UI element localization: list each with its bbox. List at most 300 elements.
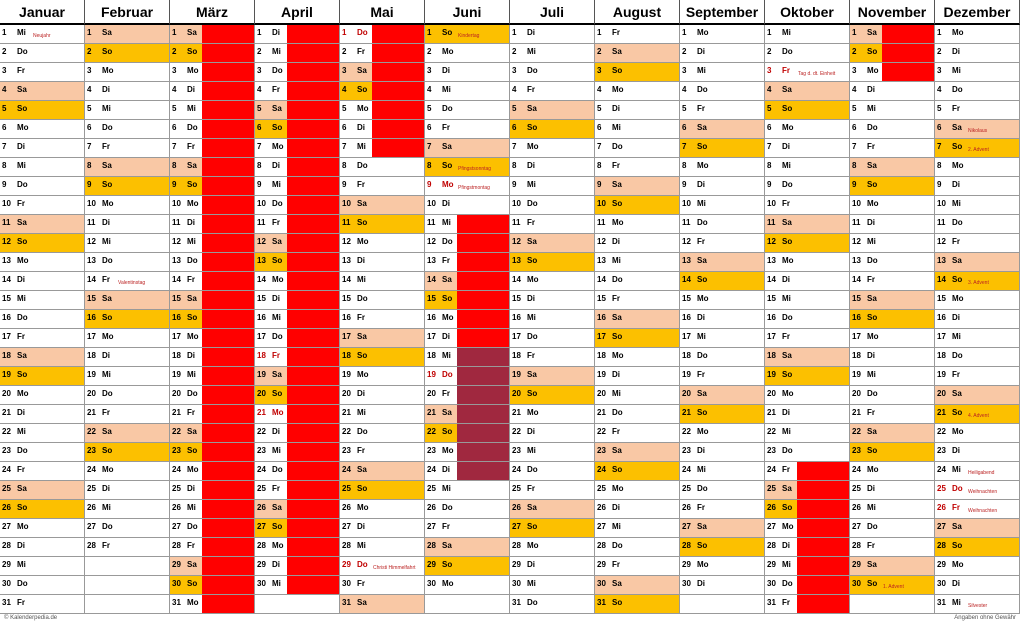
day-cell[interactable] bbox=[255, 348, 340, 367]
day-cell[interactable] bbox=[850, 177, 935, 196]
day-cell[interactable] bbox=[170, 443, 255, 462]
day-cell[interactable] bbox=[765, 500, 850, 519]
day-cell[interactable] bbox=[340, 367, 425, 386]
day-cell[interactable] bbox=[850, 234, 935, 253]
day-cell[interactable] bbox=[170, 158, 255, 177]
day-cell[interactable] bbox=[255, 462, 340, 481]
day-cell[interactable] bbox=[680, 120, 765, 139]
day-cell[interactable] bbox=[680, 386, 765, 405]
day-cell[interactable] bbox=[0, 538, 85, 557]
day-cell[interactable] bbox=[0, 215, 85, 234]
day-cell[interactable] bbox=[0, 82, 85, 101]
day-cell[interactable] bbox=[595, 158, 680, 177]
day-cell[interactable] bbox=[170, 177, 255, 196]
day-cell[interactable] bbox=[425, 462, 510, 481]
day-cell[interactable] bbox=[850, 481, 935, 500]
day-cell[interactable] bbox=[680, 310, 765, 329]
day-cell[interactable] bbox=[510, 63, 595, 82]
day-cell[interactable] bbox=[765, 367, 850, 386]
day-cell[interactable] bbox=[850, 82, 935, 101]
day-cell[interactable] bbox=[850, 576, 935, 595]
day-cell[interactable] bbox=[85, 63, 170, 82]
day-cell[interactable] bbox=[680, 576, 765, 595]
day-cell[interactable] bbox=[255, 139, 340, 158]
day-cell[interactable] bbox=[510, 367, 595, 386]
day-cell[interactable] bbox=[255, 158, 340, 177]
day-cell[interactable] bbox=[935, 386, 1020, 405]
day-cell[interactable] bbox=[170, 291, 255, 310]
day-cell[interactable] bbox=[850, 538, 935, 557]
day-cell[interactable] bbox=[765, 25, 850, 44]
day-cell[interactable] bbox=[595, 196, 680, 215]
day-cell[interactable] bbox=[510, 234, 595, 253]
day-cell[interactable] bbox=[850, 405, 935, 424]
day-cell[interactable] bbox=[680, 500, 765, 519]
day-cell[interactable] bbox=[510, 576, 595, 595]
day-cell[interactable] bbox=[340, 196, 425, 215]
day-cell[interactable] bbox=[595, 576, 680, 595]
day-cell[interactable] bbox=[935, 481, 1020, 500]
day-cell[interactable] bbox=[425, 101, 510, 120]
day-cell[interactable] bbox=[0, 234, 85, 253]
day-cell[interactable] bbox=[85, 386, 170, 405]
day-cell[interactable] bbox=[765, 82, 850, 101]
day-cell[interactable] bbox=[85, 44, 170, 63]
day-cell[interactable] bbox=[425, 158, 510, 177]
day-cell[interactable] bbox=[340, 329, 425, 348]
day-cell[interactable] bbox=[935, 101, 1020, 120]
day-cell[interactable] bbox=[680, 557, 765, 576]
day-cell[interactable] bbox=[680, 196, 765, 215]
day-cell[interactable] bbox=[595, 82, 680, 101]
day-cell[interactable] bbox=[170, 481, 255, 500]
day-cell[interactable] bbox=[340, 538, 425, 557]
day-cell[interactable] bbox=[0, 405, 85, 424]
day-cell[interactable] bbox=[170, 101, 255, 120]
day-cell[interactable] bbox=[510, 462, 595, 481]
day-cell[interactable] bbox=[595, 234, 680, 253]
day-cell[interactable] bbox=[0, 519, 85, 538]
day-cell[interactable] bbox=[595, 329, 680, 348]
day-cell[interactable] bbox=[425, 139, 510, 158]
day-cell[interactable] bbox=[765, 595, 850, 614]
day-cell[interactable] bbox=[425, 82, 510, 101]
day-cell[interactable] bbox=[935, 310, 1020, 329]
day-cell[interactable] bbox=[850, 329, 935, 348]
day-cell[interactable] bbox=[255, 101, 340, 120]
day-cell[interactable] bbox=[850, 519, 935, 538]
day-cell[interactable] bbox=[0, 120, 85, 139]
day-cell[interactable] bbox=[680, 25, 765, 44]
day-cell[interactable] bbox=[680, 538, 765, 557]
day-cell[interactable] bbox=[85, 405, 170, 424]
day-cell[interactable] bbox=[935, 196, 1020, 215]
day-cell[interactable] bbox=[85, 82, 170, 101]
day-cell[interactable] bbox=[765, 196, 850, 215]
day-cell[interactable] bbox=[680, 253, 765, 272]
day-cell[interactable] bbox=[850, 120, 935, 139]
day-cell[interactable] bbox=[170, 272, 255, 291]
day-cell[interactable] bbox=[340, 424, 425, 443]
day-cell[interactable] bbox=[680, 424, 765, 443]
day-cell[interactable] bbox=[255, 424, 340, 443]
day-cell[interactable] bbox=[850, 63, 935, 82]
day-cell[interactable] bbox=[765, 253, 850, 272]
day-cell[interactable] bbox=[595, 443, 680, 462]
day-cell[interactable] bbox=[850, 253, 935, 272]
day-cell[interactable] bbox=[765, 576, 850, 595]
day-cell[interactable] bbox=[170, 519, 255, 538]
day-cell[interactable] bbox=[850, 158, 935, 177]
day-cell[interactable] bbox=[0, 139, 85, 158]
day-cell[interactable] bbox=[595, 63, 680, 82]
day-cell[interactable] bbox=[340, 272, 425, 291]
day-cell[interactable] bbox=[0, 367, 85, 386]
day-cell[interactable] bbox=[850, 25, 935, 44]
day-cell[interactable] bbox=[170, 462, 255, 481]
day-cell[interactable] bbox=[85, 481, 170, 500]
day-cell[interactable] bbox=[765, 424, 850, 443]
day-cell[interactable] bbox=[510, 348, 595, 367]
day-cell[interactable] bbox=[765, 215, 850, 234]
day-cell[interactable] bbox=[850, 44, 935, 63]
day-cell[interactable] bbox=[85, 348, 170, 367]
day-cell[interactable] bbox=[0, 443, 85, 462]
day-cell[interactable] bbox=[850, 215, 935, 234]
day-cell[interactable] bbox=[255, 538, 340, 557]
day-cell[interactable] bbox=[340, 500, 425, 519]
day-cell[interactable] bbox=[595, 253, 680, 272]
day-cell[interactable] bbox=[425, 576, 510, 595]
day-cell[interactable] bbox=[935, 177, 1020, 196]
day-cell[interactable] bbox=[170, 595, 255, 614]
day-cell[interactable] bbox=[0, 177, 85, 196]
day-cell[interactable] bbox=[935, 234, 1020, 253]
day-cell[interactable] bbox=[680, 158, 765, 177]
day-cell[interactable] bbox=[340, 462, 425, 481]
day-cell[interactable] bbox=[765, 291, 850, 310]
day-cell[interactable] bbox=[85, 158, 170, 177]
day-cell[interactable] bbox=[850, 443, 935, 462]
day-cell[interactable] bbox=[170, 576, 255, 595]
day-cell[interactable] bbox=[935, 500, 1020, 519]
day-cell[interactable] bbox=[255, 120, 340, 139]
day-cell[interactable] bbox=[0, 386, 85, 405]
day-cell[interactable] bbox=[255, 177, 340, 196]
day-cell[interactable] bbox=[935, 329, 1020, 348]
day-cell[interactable] bbox=[340, 44, 425, 63]
day-cell[interactable] bbox=[85, 101, 170, 120]
day-cell[interactable] bbox=[255, 291, 340, 310]
day-cell[interactable] bbox=[935, 158, 1020, 177]
day-cell[interactable] bbox=[425, 405, 510, 424]
day-cell[interactable] bbox=[595, 386, 680, 405]
day-cell[interactable] bbox=[680, 481, 765, 500]
day-cell[interactable] bbox=[340, 120, 425, 139]
day-cell[interactable] bbox=[850, 310, 935, 329]
day-cell[interactable] bbox=[340, 519, 425, 538]
day-cell[interactable] bbox=[0, 462, 85, 481]
day-cell[interactable] bbox=[255, 443, 340, 462]
day-cell[interactable] bbox=[425, 25, 510, 44]
day-cell[interactable] bbox=[935, 63, 1020, 82]
day-cell[interactable] bbox=[935, 348, 1020, 367]
day-cell[interactable] bbox=[340, 82, 425, 101]
day-cell[interactable] bbox=[510, 500, 595, 519]
day-cell[interactable] bbox=[170, 44, 255, 63]
day-cell[interactable] bbox=[510, 405, 595, 424]
day-cell[interactable] bbox=[255, 272, 340, 291]
day-cell[interactable] bbox=[510, 196, 595, 215]
day-cell[interactable] bbox=[170, 538, 255, 557]
day-cell[interactable] bbox=[680, 329, 765, 348]
day-cell[interactable] bbox=[765, 386, 850, 405]
day-cell[interactable] bbox=[935, 44, 1020, 63]
day-cell[interactable] bbox=[595, 101, 680, 120]
day-cell[interactable] bbox=[340, 253, 425, 272]
day-cell[interactable] bbox=[255, 63, 340, 82]
day-cell[interactable] bbox=[510, 215, 595, 234]
day-cell[interactable] bbox=[85, 253, 170, 272]
day-cell[interactable] bbox=[680, 215, 765, 234]
day-cell[interactable] bbox=[170, 82, 255, 101]
day-cell[interactable] bbox=[595, 500, 680, 519]
day-cell[interactable] bbox=[680, 291, 765, 310]
day-cell[interactable] bbox=[255, 405, 340, 424]
day-cell[interactable] bbox=[0, 481, 85, 500]
day-cell[interactable] bbox=[510, 82, 595, 101]
day-cell[interactable] bbox=[0, 557, 85, 576]
day-cell[interactable] bbox=[170, 500, 255, 519]
day-cell[interactable] bbox=[340, 386, 425, 405]
day-cell[interactable] bbox=[0, 25, 85, 44]
day-cell[interactable] bbox=[510, 253, 595, 272]
day-cell[interactable] bbox=[595, 25, 680, 44]
day-cell[interactable] bbox=[85, 424, 170, 443]
day-cell[interactable] bbox=[340, 595, 425, 614]
day-cell[interactable] bbox=[595, 291, 680, 310]
day-cell[interactable] bbox=[425, 120, 510, 139]
day-cell[interactable] bbox=[425, 177, 510, 196]
day-cell[interactable] bbox=[255, 253, 340, 272]
day-cell[interactable] bbox=[935, 25, 1020, 44]
day-cell[interactable] bbox=[510, 310, 595, 329]
day-cell[interactable] bbox=[340, 291, 425, 310]
day-cell[interactable] bbox=[765, 405, 850, 424]
day-cell[interactable] bbox=[85, 25, 170, 44]
day-cell[interactable] bbox=[765, 272, 850, 291]
day-cell[interactable] bbox=[935, 120, 1020, 139]
day-cell[interactable] bbox=[85, 215, 170, 234]
day-cell[interactable] bbox=[85, 500, 170, 519]
day-cell[interactable] bbox=[595, 367, 680, 386]
day-cell[interactable] bbox=[765, 44, 850, 63]
day-cell[interactable] bbox=[765, 101, 850, 120]
day-cell[interactable] bbox=[425, 44, 510, 63]
day-cell[interactable] bbox=[850, 272, 935, 291]
day-cell[interactable] bbox=[765, 234, 850, 253]
day-cell[interactable] bbox=[850, 462, 935, 481]
day-cell[interactable] bbox=[0, 576, 85, 595]
day-cell[interactable] bbox=[850, 500, 935, 519]
day-cell[interactable] bbox=[340, 234, 425, 253]
day-cell[interactable] bbox=[255, 310, 340, 329]
day-cell[interactable] bbox=[170, 63, 255, 82]
day-cell[interactable] bbox=[935, 424, 1020, 443]
day-cell[interactable] bbox=[765, 481, 850, 500]
day-cell[interactable] bbox=[85, 291, 170, 310]
day-cell[interactable] bbox=[510, 158, 595, 177]
day-cell[interactable] bbox=[255, 557, 340, 576]
day-cell[interactable] bbox=[170, 234, 255, 253]
day-cell[interactable] bbox=[0, 500, 85, 519]
day-cell[interactable] bbox=[510, 443, 595, 462]
day-cell[interactable] bbox=[680, 348, 765, 367]
day-cell[interactable] bbox=[935, 215, 1020, 234]
day-cell[interactable] bbox=[595, 44, 680, 63]
day-cell[interactable] bbox=[680, 272, 765, 291]
day-cell[interactable] bbox=[255, 386, 340, 405]
day-cell[interactable] bbox=[850, 367, 935, 386]
day-cell[interactable] bbox=[425, 329, 510, 348]
day-cell[interactable] bbox=[85, 462, 170, 481]
day-cell[interactable] bbox=[0, 291, 85, 310]
day-cell[interactable] bbox=[85, 139, 170, 158]
day-cell[interactable] bbox=[510, 481, 595, 500]
day-cell[interactable] bbox=[850, 348, 935, 367]
day-cell[interactable] bbox=[425, 443, 510, 462]
day-cell[interactable] bbox=[85, 177, 170, 196]
day-cell[interactable] bbox=[595, 215, 680, 234]
day-cell[interactable] bbox=[765, 177, 850, 196]
day-cell[interactable] bbox=[850, 101, 935, 120]
day-cell[interactable] bbox=[340, 158, 425, 177]
day-cell[interactable] bbox=[425, 253, 510, 272]
day-cell[interactable] bbox=[595, 462, 680, 481]
day-cell[interactable] bbox=[340, 576, 425, 595]
day-cell[interactable] bbox=[765, 329, 850, 348]
day-cell[interactable] bbox=[510, 25, 595, 44]
day-cell[interactable] bbox=[170, 405, 255, 424]
day-cell[interactable] bbox=[595, 120, 680, 139]
day-cell[interactable] bbox=[595, 348, 680, 367]
day-cell[interactable] bbox=[340, 101, 425, 120]
day-cell[interactable] bbox=[595, 272, 680, 291]
day-cell[interactable] bbox=[680, 462, 765, 481]
day-cell[interactable] bbox=[680, 139, 765, 158]
day-cell[interactable] bbox=[340, 177, 425, 196]
day-cell[interactable] bbox=[0, 348, 85, 367]
day-cell[interactable] bbox=[850, 139, 935, 158]
day-cell[interactable] bbox=[170, 424, 255, 443]
day-cell[interactable] bbox=[0, 63, 85, 82]
day-cell[interactable] bbox=[425, 63, 510, 82]
day-cell[interactable] bbox=[170, 196, 255, 215]
day-cell[interactable] bbox=[935, 462, 1020, 481]
day-cell[interactable] bbox=[255, 215, 340, 234]
day-cell[interactable] bbox=[595, 424, 680, 443]
day-cell[interactable] bbox=[170, 348, 255, 367]
day-cell[interactable] bbox=[425, 196, 510, 215]
day-cell[interactable] bbox=[595, 310, 680, 329]
day-cell[interactable] bbox=[425, 215, 510, 234]
day-cell[interactable] bbox=[510, 139, 595, 158]
day-cell[interactable] bbox=[595, 538, 680, 557]
day-cell[interactable] bbox=[935, 519, 1020, 538]
day-cell[interactable] bbox=[255, 329, 340, 348]
day-cell[interactable] bbox=[425, 424, 510, 443]
day-cell[interactable] bbox=[0, 329, 85, 348]
day-cell[interactable] bbox=[425, 234, 510, 253]
day-cell[interactable] bbox=[0, 424, 85, 443]
day-cell[interactable] bbox=[680, 177, 765, 196]
day-cell[interactable] bbox=[765, 139, 850, 158]
day-cell[interactable] bbox=[170, 557, 255, 576]
day-cell[interactable] bbox=[680, 234, 765, 253]
day-cell[interactable] bbox=[170, 253, 255, 272]
day-cell[interactable] bbox=[765, 557, 850, 576]
day-cell[interactable] bbox=[85, 234, 170, 253]
day-cell[interactable] bbox=[170, 367, 255, 386]
day-cell[interactable] bbox=[0, 101, 85, 120]
day-cell[interactable] bbox=[510, 329, 595, 348]
day-cell[interactable] bbox=[680, 101, 765, 120]
day-cell[interactable] bbox=[595, 177, 680, 196]
day-cell[interactable] bbox=[595, 481, 680, 500]
day-cell[interactable] bbox=[935, 557, 1020, 576]
day-cell[interactable] bbox=[255, 367, 340, 386]
day-cell[interactable] bbox=[850, 386, 935, 405]
day-cell[interactable] bbox=[850, 291, 935, 310]
day-cell[interactable] bbox=[510, 519, 595, 538]
day-cell[interactable] bbox=[510, 44, 595, 63]
day-cell[interactable] bbox=[85, 196, 170, 215]
day-cell[interactable] bbox=[170, 120, 255, 139]
day-cell[interactable] bbox=[765, 158, 850, 177]
day-cell[interactable] bbox=[680, 443, 765, 462]
day-cell[interactable] bbox=[340, 348, 425, 367]
day-cell[interactable] bbox=[510, 177, 595, 196]
day-cell[interactable] bbox=[255, 44, 340, 63]
day-cell[interactable] bbox=[340, 63, 425, 82]
day-cell[interactable] bbox=[510, 595, 595, 614]
day-cell[interactable] bbox=[170, 215, 255, 234]
day-cell[interactable] bbox=[510, 101, 595, 120]
day-cell[interactable] bbox=[765, 348, 850, 367]
day-cell[interactable] bbox=[85, 272, 170, 291]
day-cell[interactable] bbox=[850, 424, 935, 443]
day-cell[interactable] bbox=[510, 386, 595, 405]
day-cell[interactable] bbox=[510, 272, 595, 291]
day-cell[interactable] bbox=[765, 538, 850, 557]
day-cell[interactable] bbox=[935, 576, 1020, 595]
day-cell[interactable] bbox=[680, 367, 765, 386]
day-cell[interactable] bbox=[765, 519, 850, 538]
day-cell[interactable] bbox=[850, 557, 935, 576]
day-cell[interactable] bbox=[340, 481, 425, 500]
day-cell[interactable] bbox=[595, 405, 680, 424]
day-cell[interactable] bbox=[765, 443, 850, 462]
day-cell[interactable] bbox=[255, 196, 340, 215]
day-cell[interactable] bbox=[595, 519, 680, 538]
day-cell[interactable] bbox=[765, 120, 850, 139]
day-cell[interactable] bbox=[680, 405, 765, 424]
day-cell[interactable] bbox=[765, 63, 850, 82]
day-cell[interactable] bbox=[425, 272, 510, 291]
day-cell[interactable] bbox=[255, 481, 340, 500]
day-cell[interactable] bbox=[340, 405, 425, 424]
day-cell[interactable] bbox=[595, 139, 680, 158]
